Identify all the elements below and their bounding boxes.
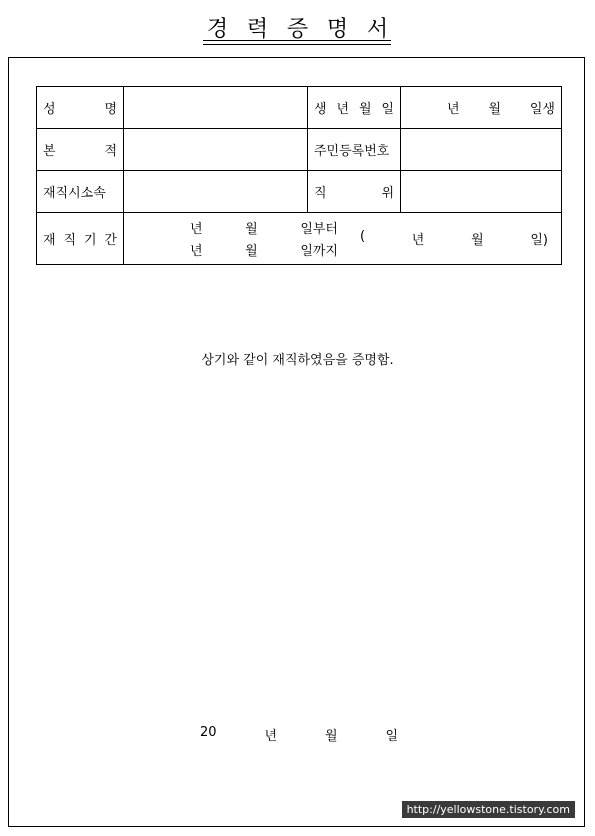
to-day-unit: 일까지: [300, 244, 338, 259]
period-dates: [130, 218, 338, 259]
issue-day-unit: 일: [385, 729, 398, 744]
title-char: 서: [366, 17, 389, 42]
title-char: 증: [286, 17, 309, 42]
issue-month-unit: 월: [324, 729, 338, 744]
period-total-open: (: [360, 229, 366, 244]
period-total: [360, 229, 548, 248]
origin-label-cell: [37, 129, 124, 171]
name-field[interactable]: [124, 87, 308, 129]
to-month-unit: 월: [245, 244, 258, 259]
to-year-unit: 년: [190, 244, 203, 259]
birth-label-cell: [308, 87, 401, 129]
period-label: 간: [104, 233, 117, 248]
position-field[interactable]: [401, 171, 562, 213]
birth-day-unit: 일생: [529, 102, 555, 117]
id-number-field[interactable]: [401, 129, 562, 171]
period-total-year: 년: [411, 233, 425, 248]
issue-year-prefix: 20: [200, 725, 217, 740]
from-year-unit: 년: [190, 222, 203, 237]
period-field[interactable]: [124, 213, 562, 265]
birth-month-unit: 월: [488, 102, 501, 117]
period-label: 기: [83, 233, 97, 248]
document-title: [0, 12, 595, 43]
name-label-cell: [37, 87, 124, 129]
position-label: 직: [314, 186, 327, 201]
issue-year-unit: 년: [264, 729, 278, 744]
title-char: 명: [326, 17, 349, 42]
birth-year-unit: 년: [447, 102, 460, 117]
certification-statement: 상기와 같이 재직하였음을 증명함.: [201, 353, 394, 368]
title-underline: [203, 40, 391, 41]
issue-date: [200, 725, 398, 744]
origin-label: 적: [104, 144, 117, 159]
birth-label: 년: [336, 102, 350, 117]
from-day-unit: 일부터: [300, 222, 338, 237]
title-char: 력: [246, 17, 269, 42]
form-row-affiliation: [37, 171, 562, 213]
form-row-origin: [37, 129, 562, 171]
position-label-cell: [308, 171, 401, 213]
origin-label: 본: [43, 144, 56, 159]
birth-label: 월: [358, 102, 372, 117]
birth-label: 생: [314, 102, 327, 117]
origin-field[interactable]: [124, 129, 308, 171]
employment-form-table: [36, 86, 562, 265]
name-label: 성: [43, 102, 56, 117]
period-label-cell: [37, 213, 124, 265]
title-char: 경: [206, 17, 229, 42]
name-label: 명: [104, 102, 117, 117]
period-label: 재: [43, 233, 56, 248]
period-total-month: 월: [471, 233, 484, 248]
period-total-day: 일): [530, 233, 548, 248]
period-label: 직: [63, 233, 77, 248]
form-row-name: [37, 87, 562, 129]
source-watermark: http://yellowstone.tistory.com: [402, 801, 575, 818]
from-month-unit: 월: [245, 222, 258, 237]
title-underline-2: [203, 44, 391, 45]
birth-label: 일: [381, 102, 394, 117]
birth-date-field[interactable]: [401, 87, 562, 129]
position-label: 위: [381, 186, 394, 201]
id-label-cell: [308, 129, 401, 171]
affiliation-label-cell: [37, 171, 124, 213]
affiliation-label: 재직시소속: [43, 186, 106, 201]
affiliation-field[interactable]: [124, 171, 308, 213]
id-label: 주민등록번호: [314, 144, 390, 159]
form-row-period: [37, 213, 562, 265]
